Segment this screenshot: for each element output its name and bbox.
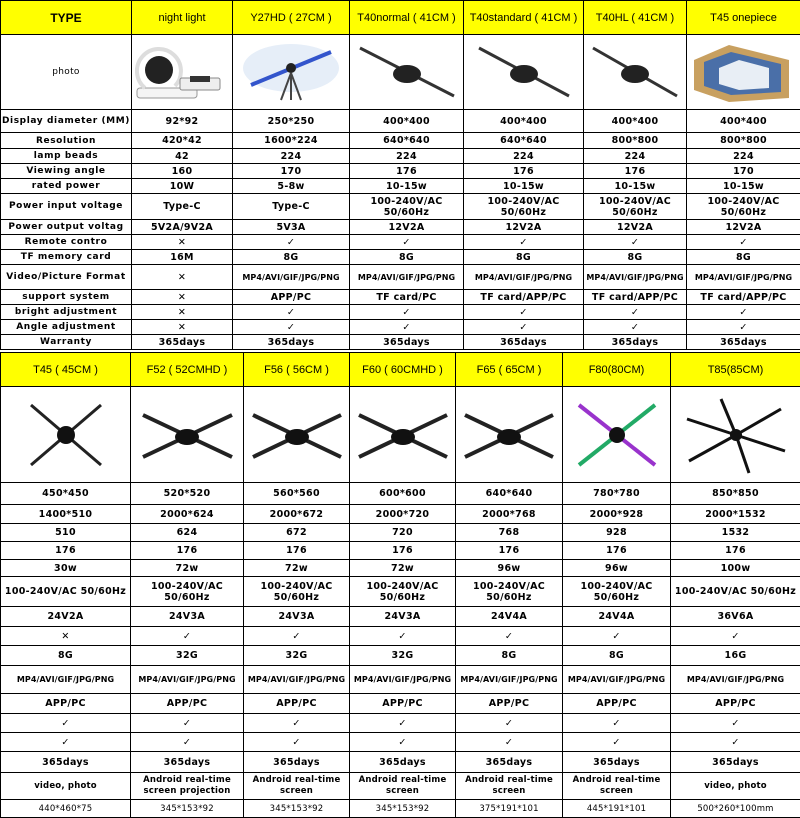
row-label: Angle adjustment <box>1 320 132 335</box>
spec-cell: 176 <box>456 542 563 560</box>
spec-cell: 100w <box>671 560 800 577</box>
spec-cell: 24V3A <box>350 607 456 627</box>
spec-cell: MP4/AVI/GIF/JPG/PNG <box>671 666 800 694</box>
row-label: Viewing angle <box>1 164 132 179</box>
spec-cell: 5V2A/9V2A <box>132 220 233 235</box>
product-photo <box>584 35 687 110</box>
spec-cell: 96w <box>563 560 671 577</box>
spec-cell: 8G <box>563 646 671 666</box>
spec-cell: 224 <box>584 149 687 164</box>
spec-cell: APP/PC <box>233 290 350 305</box>
spec-cell: 1600*224 <box>233 133 350 149</box>
spec-cell: 375*191*101 <box>456 800 563 818</box>
spec-cell: 520*520 <box>131 483 244 505</box>
model-header: T40standard ( 41CM ) <box>464 1 584 35</box>
spec-cell: 2000*768 <box>456 505 563 524</box>
onepiece-image <box>689 40 799 105</box>
spec-cell: 365days <box>584 335 687 350</box>
spec-cell: 768 <box>456 524 563 542</box>
spec-cell: MP4/AVI/GIF/JPG/PNG <box>1 666 131 694</box>
spec-row <box>1 627 800 646</box>
spec-cell: TF card/APP/PC <box>687 290 800 305</box>
spec-cell: 5V3A <box>233 220 350 235</box>
product-photo <box>131 387 244 483</box>
spec-table-bottom <box>0 352 800 818</box>
row-label: bright adjustment <box>1 305 132 320</box>
model-header: F65 ( 65CM ) <box>456 353 563 387</box>
spec-cell: 224 <box>464 149 584 164</box>
check-icon: ✓ <box>350 714 456 733</box>
product-photo <box>563 387 671 483</box>
spec-cell: 176 <box>1 542 131 560</box>
spec-cell: 100-240V/AC 50/60Hz <box>464 194 584 220</box>
spec-cell: 10-15w <box>584 179 687 194</box>
product-photo <box>233 35 350 110</box>
header-row <box>1 353 800 387</box>
check-icon: ✓ <box>244 733 350 752</box>
spec-cell: 450*450 <box>1 483 131 505</box>
spec-cell: Android real-time screen projection <box>131 773 244 800</box>
spec-row <box>1 577 800 607</box>
spec-cell: 16M <box>132 250 233 265</box>
cross-icon: ✕ <box>132 235 233 250</box>
spec-cell: 500*260*100mm <box>671 800 800 818</box>
model-header: T40normal ( 41CM ) <box>350 1 464 35</box>
check-icon: ✓ <box>350 733 456 752</box>
spec-cell: 250*250 <box>233 110 350 133</box>
model-header: F80(80CM) <box>563 353 671 387</box>
spec-cell: 224 <box>233 149 350 164</box>
check-icon: ✓ <box>131 627 244 646</box>
spec-cell: 36V6A <box>671 607 800 627</box>
product-photo <box>671 387 800 483</box>
fan-image <box>585 40 685 105</box>
spec-row <box>1 335 800 350</box>
model-header: T45 ( 45CM ) <box>1 353 131 387</box>
product-photo <box>687 35 800 110</box>
check-icon: ✓ <box>456 714 563 733</box>
spec-cell: 176 <box>563 542 671 560</box>
fan-image <box>353 395 453 475</box>
row-label: photo <box>1 35 132 110</box>
spec-cell: TF card/APP/PC <box>464 290 584 305</box>
spec-cell: 100-240V/AC 50/60Hz <box>671 577 800 607</box>
spec-row <box>1 194 800 220</box>
check-icon: ✓ <box>350 235 464 250</box>
spec-cell: 72w <box>244 560 350 577</box>
row-label: Resolution <box>1 133 132 149</box>
product-photo <box>350 35 464 110</box>
check-icon: ✓ <box>131 714 244 733</box>
product-photo <box>456 387 563 483</box>
spec-cell: 176 <box>671 542 800 560</box>
spec-cell: 176 <box>131 542 244 560</box>
cross-icon: ✕ <box>1 627 131 646</box>
spec-cell: 72w <box>350 560 456 577</box>
row-label: Video/Picture Format <box>1 265 132 290</box>
product-photo <box>1 387 131 483</box>
spec-row <box>1 305 800 320</box>
cross-icon: ✕ <box>132 305 233 320</box>
spec-cell: 8G <box>1 646 131 666</box>
row-label: Power output voltag <box>1 220 132 235</box>
spec-row <box>1 164 800 179</box>
check-icon: ✓ <box>687 320 800 335</box>
spec-row <box>1 646 800 666</box>
spec-cell: 10-15w <box>687 179 800 194</box>
spec-cell: 928 <box>563 524 671 542</box>
spec-cell: Type-C <box>233 194 350 220</box>
photo-row <box>1 35 800 110</box>
check-icon: ✓ <box>350 320 464 335</box>
spec-row <box>1 110 800 133</box>
spec-cell: 345*153*92 <box>350 800 456 818</box>
spec-cell: 24V4A <box>563 607 671 627</box>
spec-cell: 560*560 <box>244 483 350 505</box>
spec-row <box>1 714 800 733</box>
spec-cell: 2000*1532 <box>671 505 800 524</box>
model-header: Y27HD ( 27CM ) <box>233 1 350 35</box>
model-header: night light <box>132 1 233 35</box>
fan-image <box>469 40 579 105</box>
spec-cell: MP4/AVI/GIF/JPG/PNG <box>584 265 687 290</box>
product-photo <box>244 387 350 483</box>
spec-row <box>1 694 800 714</box>
check-icon: ✓ <box>687 305 800 320</box>
spec-cell: 640*640 <box>350 133 464 149</box>
spec-cell: 10-15w <box>464 179 584 194</box>
spec-cell: 510 <box>1 524 131 542</box>
spec-cell: APP/PC <box>671 694 800 714</box>
spec-cell: 12V2A <box>687 220 800 235</box>
check-icon: ✓ <box>671 714 800 733</box>
spec-cell: 1400*510 <box>1 505 131 524</box>
spec-cell: 720 <box>350 524 456 542</box>
spec-cell: 8G <box>464 250 584 265</box>
spec-cell: 176 <box>584 164 687 179</box>
spec-cell: 850*850 <box>671 483 800 505</box>
spec-cell: 345*153*92 <box>131 800 244 818</box>
spec-cell: 170 <box>687 164 800 179</box>
spec-cell: TF card/PC <box>350 290 464 305</box>
spec-row <box>1 524 800 542</box>
spec-cell: APP/PC <box>244 694 350 714</box>
spec-cell: MP4/AVI/GIF/JPG/PNG <box>244 666 350 694</box>
spec-cell: 32G <box>131 646 244 666</box>
spec-cell: 365days <box>350 335 464 350</box>
spec-cell: APP/PC <box>350 694 456 714</box>
spec-cell: 224 <box>350 149 464 164</box>
spec-cell: TF card/APP/PC <box>584 290 687 305</box>
spec-cell: 100-240V/AC 50/60Hz <box>244 577 350 607</box>
spec-cell: 100-240V/AC 50/60Hz <box>687 194 800 220</box>
spec-row <box>1 752 800 773</box>
spec-cell: 42 <box>132 149 233 164</box>
spec-cell: 24V3A <box>131 607 244 627</box>
spec-cell: 365days <box>350 752 456 773</box>
spec-cell: 32G <box>350 646 456 666</box>
check-icon: ✓ <box>244 627 350 646</box>
check-icon: ✓ <box>687 235 800 250</box>
spec-cell: 72w <box>131 560 244 577</box>
spec-cell: 100-240V/AC 50/60Hz <box>350 577 456 607</box>
spec-cell: 12V2A <box>584 220 687 235</box>
spec-cell: Android real-time screen <box>456 773 563 800</box>
spec-cell: video, photo <box>671 773 800 800</box>
spec-cell: 24V4A <box>456 607 563 627</box>
spec-row <box>1 607 800 627</box>
check-icon: ✓ <box>671 627 800 646</box>
check-icon: ✓ <box>464 305 584 320</box>
spec-cell: 100-240V/AC 50/60Hz <box>1 577 131 607</box>
spec-row <box>1 505 800 524</box>
spec-cell: 100-240V/AC 50/60Hz <box>350 194 464 220</box>
spec-cell: 365days <box>563 752 671 773</box>
spec-cell: 170 <box>233 164 350 179</box>
check-icon: ✓ <box>1 714 131 733</box>
check-icon: ✓ <box>131 733 244 752</box>
check-icon: ✓ <box>563 733 671 752</box>
model-header: F52 ( 52CMHD ) <box>131 353 244 387</box>
check-icon: ✓ <box>233 305 350 320</box>
model-header: T40HL ( 41CM ) <box>584 1 687 35</box>
check-icon: ✓ <box>563 627 671 646</box>
cross-icon: ✕ <box>132 320 233 335</box>
spec-cell: 224 <box>687 149 800 164</box>
header-row <box>1 1 800 35</box>
spec-cell: 365days <box>464 335 584 350</box>
product-photo <box>132 35 233 110</box>
row-label: lamp beads <box>1 149 132 164</box>
spec-cell: 176 <box>350 542 456 560</box>
spec-cell: Android real-time screen <box>244 773 350 800</box>
spec-cell: 365days <box>456 752 563 773</box>
spec-row <box>1 265 800 290</box>
row-label: Power input voltage <box>1 194 132 220</box>
row-label: Remote contro <box>1 235 132 250</box>
spec-cell: 8G <box>687 250 800 265</box>
spec-cell: Android real-time screen <box>563 773 671 800</box>
spec-table-top <box>0 0 800 350</box>
fan-image <box>21 395 111 475</box>
spec-cell: 780*780 <box>563 483 671 505</box>
spec-cell: 8G <box>233 250 350 265</box>
spec-cell: 400*400 <box>584 110 687 133</box>
row-label: rated power <box>1 179 132 194</box>
spec-cell: MP4/AVI/GIF/JPG/PNG <box>687 265 800 290</box>
product-photo <box>464 35 584 110</box>
spec-cell: 345*153*92 <box>244 800 350 818</box>
row-label: support system <box>1 290 132 305</box>
spec-row <box>1 179 800 194</box>
spec-cell: 96w <box>456 560 563 577</box>
spec-cell: 365days <box>132 335 233 350</box>
model-header: F60 ( 60CMHD ) <box>350 353 456 387</box>
spec-cell: 365days <box>244 752 350 773</box>
fan-image <box>236 40 346 105</box>
spec-cell: APP/PC <box>563 694 671 714</box>
spec-cell: 32G <box>244 646 350 666</box>
spec-row <box>1 149 800 164</box>
check-icon: ✓ <box>350 305 464 320</box>
product-photo <box>350 387 456 483</box>
spec-cell: APP/PC <box>456 694 563 714</box>
spec-cell: 24V3A <box>244 607 350 627</box>
spec-cell: MP4/AVI/GIF/JPG/PNG <box>464 265 584 290</box>
spec-cell: 2000*720 <box>350 505 456 524</box>
spec-cell: 8G <box>350 250 464 265</box>
cross-icon: ✕ <box>132 290 233 305</box>
spec-row <box>1 542 800 560</box>
spec-cell: 12V2A <box>350 220 464 235</box>
spec-cell: 176 <box>350 164 464 179</box>
spec-row <box>1 483 800 505</box>
spec-row <box>1 733 800 752</box>
row-label: TF memory card <box>1 250 132 265</box>
spec-cell: 100-240V/AC 50/60Hz <box>584 194 687 220</box>
check-icon: ✓ <box>1 733 131 752</box>
fan-image <box>135 395 240 475</box>
spec-cell: 92*92 <box>132 110 233 133</box>
spec-cell: 420*42 <box>132 133 233 149</box>
spec-row <box>1 320 800 335</box>
spec-cell: 640*640 <box>464 133 584 149</box>
spec-cell: 400*400 <box>687 110 800 133</box>
photo-row <box>1 387 800 483</box>
spec-cell: MP4/AVI/GIF/JPG/PNG <box>233 265 350 290</box>
spec-cell: 365days <box>131 752 244 773</box>
check-icon: ✓ <box>584 305 687 320</box>
fan-image <box>247 395 347 475</box>
spec-cell: 800*800 <box>584 133 687 149</box>
check-icon: ✓ <box>233 235 350 250</box>
spec-row <box>1 800 800 818</box>
spec-row <box>1 235 800 250</box>
check-icon: ✓ <box>456 733 563 752</box>
check-icon: ✓ <box>584 235 687 250</box>
cross-icon: ✕ <box>132 265 233 290</box>
spec-cell: 800*800 <box>687 133 800 149</box>
spec-cell: 100-240V/AC 50/60Hz <box>131 577 244 607</box>
spec-cell: 100-240V/AC 50/60Hz <box>456 577 563 607</box>
spec-cell: MP4/AVI/GIF/JPG/PNG <box>131 666 244 694</box>
spec-cell: MP4/AVI/GIF/JPG/PNG <box>456 666 563 694</box>
spec-cell: 400*400 <box>464 110 584 133</box>
spec-cell: 624 <box>131 524 244 542</box>
check-icon: ✓ <box>584 320 687 335</box>
spec-row <box>1 290 800 305</box>
type-header: TYPE <box>1 1 132 35</box>
spec-cell: 672 <box>244 524 350 542</box>
spec-cell: 445*191*101 <box>563 800 671 818</box>
check-icon: ✓ <box>233 320 350 335</box>
spec-row <box>1 133 800 149</box>
spec-cell: 1532 <box>671 524 800 542</box>
check-icon: ✓ <box>563 714 671 733</box>
spec-cell: Type-C <box>132 194 233 220</box>
spec-cell: 400*400 <box>350 110 464 133</box>
spec-cell: 2000*672 <box>244 505 350 524</box>
spec-cell: 160 <box>132 164 233 179</box>
spec-cell: 365days <box>671 752 800 773</box>
fan-image <box>352 40 462 105</box>
check-icon: ✓ <box>464 320 584 335</box>
spec-cell: 8G <box>456 646 563 666</box>
spec-cell: MP4/AVI/GIF/JPG/PNG <box>350 666 456 694</box>
spec-row <box>1 560 800 577</box>
spec-cell: 176 <box>244 542 350 560</box>
spec-cell: Android real-time screen <box>350 773 456 800</box>
spec-row <box>1 666 800 694</box>
row-label: Warranty <box>1 335 132 350</box>
check-icon: ✓ <box>350 627 456 646</box>
fan-image <box>567 395 667 475</box>
spec-cell: 640*640 <box>456 483 563 505</box>
spec-cell: MP4/AVI/GIF/JPG/PNG <box>563 666 671 694</box>
model-header: F56 ( 56CM ) <box>244 353 350 387</box>
spec-cell: 2000*624 <box>131 505 244 524</box>
check-icon: ✓ <box>244 714 350 733</box>
spec-cell: 365days <box>233 335 350 350</box>
spec-cell: 365days <box>687 335 800 350</box>
check-icon: ✓ <box>464 235 584 250</box>
spec-cell: video, photo <box>1 773 131 800</box>
check-icon: ✓ <box>456 627 563 646</box>
spec-cell: 2000*928 <box>563 505 671 524</box>
spec-row <box>1 250 800 265</box>
spec-cell: 24V2A <box>1 607 131 627</box>
spec-cell: 365days <box>1 752 131 773</box>
spec-cell: MP4/AVI/GIF/JPG/PNG <box>350 265 464 290</box>
spec-row <box>1 773 800 800</box>
spec-cell: 176 <box>464 164 584 179</box>
spec-cell: 12V2A <box>464 220 584 235</box>
spec-cell: APP/PC <box>1 694 131 714</box>
spec-cell: 5-8w <box>233 179 350 194</box>
model-header: T85(85CM) <box>671 353 800 387</box>
spec-cell: 8G <box>584 250 687 265</box>
spec-cell: 30w <box>1 560 131 577</box>
spec-cell: 600*600 <box>350 483 456 505</box>
row-label: Display diameter (MM) <box>1 110 132 133</box>
model-header: T45 onepiece <box>687 1 800 35</box>
night-light-image <box>135 40 230 105</box>
spec-cell: 100-240V/AC 50/60Hz <box>563 577 671 607</box>
spec-cell: 10W <box>132 179 233 194</box>
spec-cell: 440*460*75 <box>1 800 131 818</box>
check-icon: ✓ <box>671 733 800 752</box>
spec-cell: APP/PC <box>131 694 244 714</box>
spec-cell: 16G <box>671 646 800 666</box>
fan-image <box>459 395 559 475</box>
spec-row <box>1 220 800 235</box>
spec-cell: 10-15w <box>350 179 464 194</box>
fan-image <box>681 395 791 475</box>
